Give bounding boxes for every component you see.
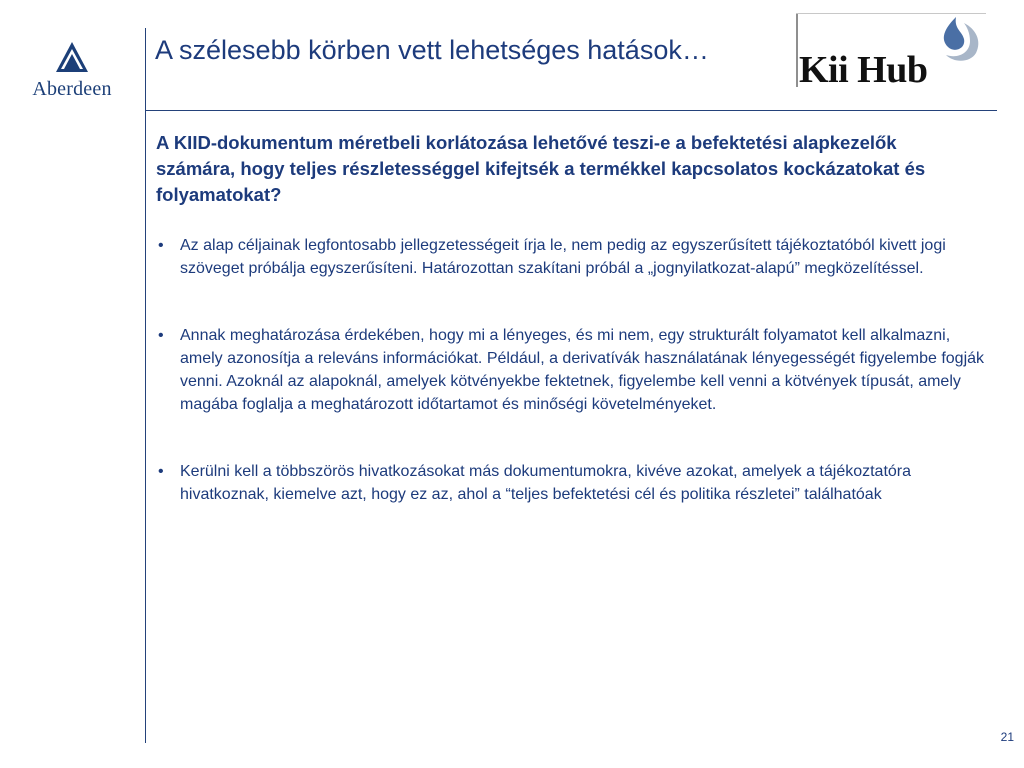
aberdeen-logo <box>20 40 124 110</box>
kii-hub-logo <box>796 13 986 91</box>
aberdeen-wordmark: Aberdeen <box>32 78 112 100</box>
bullet-text: Kerülni kell a többszörös hivatkozásokat más dokumentumokra, kivéve azokat, amelyek a tájékoztatóra hivatkoznak, kiemelve azt, hogy ez az, ahol a “teljes befektetési cél és politika részletei” találhatóak <box>180 463 912 503</box>
bullet-list <box>156 234 986 550</box>
list-item <box>156 234 986 280</box>
bullet-marker: • <box>158 237 164 254</box>
logo-frame-left <box>796 13 798 87</box>
key-question: A KIID-dokumentum méretbeli korlátozása lehetővé teszi-e a befektetési alapkezelők számára, hogy teljes részletességgel kifejtsék a termékkel kapcsolatos kockázatokat és folyamatokat? <box>156 132 926 205</box>
page-number: 21 <box>1000 730 1014 744</box>
kii-hub-drop-icon <box>934 15 984 65</box>
slide-title: A szélesebb körben vett lehetséges hatások… <box>155 35 709 65</box>
vertical-divider <box>145 28 146 743</box>
logo-frame-top <box>796 13 986 14</box>
bullet-text: Annak meghatározása érdekében, hogy mi a lényeges, és mi nem, egy strukturált folyamatot kell alkalmazni, amely azonosítja a releváns információkat. Például, a derivatívák használatának lényegességét figyelembe fogják venni. Azoknál az alapoknál, amelyek kötvényekbe fektetnek, figyelembe kell venni a kötvények típusát, amely magába foglalja a meghatározott időtartamot és minőségi követelményeket. <box>180 327 985 413</box>
kii-hub-wordmark: Kii Hub <box>799 49 928 91</box>
aberdeen-triangle-icon <box>54 40 90 74</box>
horizontal-divider <box>145 110 997 111</box>
bullet-text: Az alap céljainak legfontosabb jellegzetességeit írja le, nem pedig az egyszerűsített tájékoztatóból kivett jogi szöveget próbálja egyszerűsíteni. Határozottan szakítani próbál a „jognyilatkozat-alapú” megközelítéssel. <box>180 237 946 277</box>
bullet-marker: • <box>158 463 164 480</box>
list-item <box>156 324 986 416</box>
list-item <box>156 460 986 506</box>
bullet-marker: • <box>158 327 164 344</box>
